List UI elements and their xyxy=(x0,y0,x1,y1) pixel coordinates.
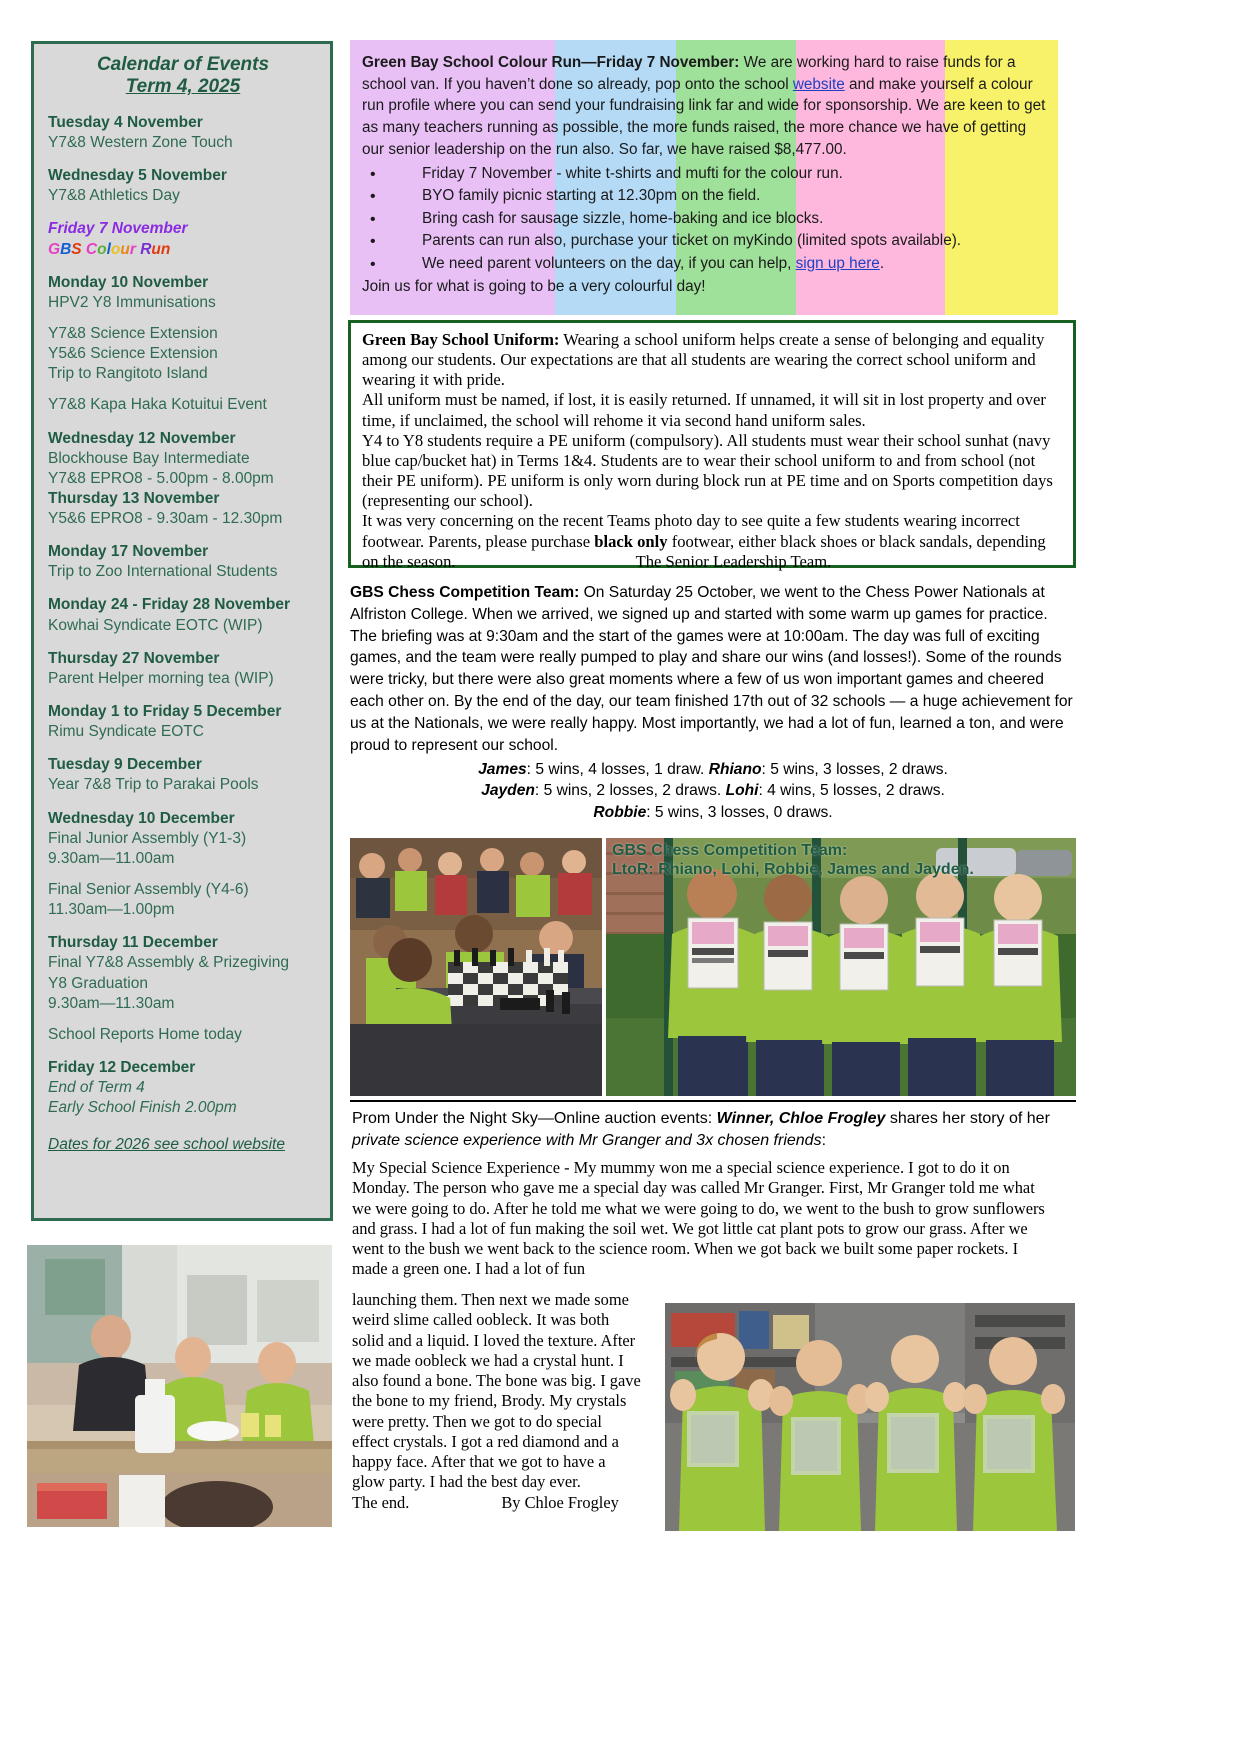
colour-run-body-2: and make yourself a colour run profile where you can send your fundraising link far and wide for sponsorship. We are keen to get as many teachers running as possible, the more funds raised, the more chance we have of getting our senior leadership on the run also. So far, we have raised $8,477.00. xyxy=(362,75,1046,158)
calendar-title-line2: Term 4, 2025 xyxy=(125,76,241,98)
science-story-end xyxy=(352,1493,642,1513)
school-website-link[interactable]: website xyxy=(792,75,845,93)
calendar-entry-item: 11.30am—1.00pm xyxy=(48,901,175,919)
school-uniform-panel xyxy=(348,320,1076,571)
calendar-entry-item: 9.30am—11.30am xyxy=(48,994,175,1012)
chess-result-row xyxy=(350,759,1076,781)
prom-winner-name: Winner, Chloe Frogley xyxy=(716,1110,886,1127)
calendar-entry-item: Y5&6 EPRO8 - 9.30am - 12.30pm xyxy=(48,510,283,528)
chess-player-name: Robbie xyxy=(593,804,647,822)
sign-up-here-link[interactable]: sign up here xyxy=(795,255,880,273)
uniform-para-4c: , either black shoes or black sandals, depending on the season. xyxy=(362,531,1046,571)
chess-player-result: : 4 wins, 5 losses, 2 draws. xyxy=(758,782,945,800)
photo-science-left-illustration xyxy=(27,1245,332,1527)
calendar-entry-item: Final Y7&8 Assembly & Prizegiving xyxy=(48,954,289,972)
calendar-entry xyxy=(48,933,318,1045)
uniform-heading: Green Bay School Uniform: xyxy=(362,330,560,349)
uniform-black-only-emphasis: black only xyxy=(594,531,668,551)
calendar-entry-date: Thursday 11 December xyxy=(48,934,218,952)
calendar-entry-date: Thursday 27 November xyxy=(48,649,220,667)
calendar-entry-item: Kowhai Syndicate EOTC (WIP) xyxy=(48,616,263,634)
prom-lead-text: Prom Under the Night Sky—Online auction events: xyxy=(352,1110,717,1127)
section-divider-rule xyxy=(350,1100,1076,1102)
colour-run-bullet: • BYO family picnic starting at 12.30pm on the field. xyxy=(362,185,1046,208)
calendar-entry-item: Y7&8 Athletics Day xyxy=(48,187,180,205)
chess-results-list xyxy=(350,759,1076,824)
calendar-entry xyxy=(48,113,318,153)
calendar-subgroup xyxy=(48,324,318,384)
photo-students-with-slime-bags xyxy=(665,1303,1075,1531)
calendar-entry xyxy=(48,702,318,742)
calendar-entry xyxy=(48,755,318,795)
colour-run-bullet-text: We need parent volunteers on the day, if you can help, xyxy=(422,255,796,273)
prom-experience-detail: private science experience with Mr Granger and 3x chosen friends xyxy=(352,1132,822,1150)
calendar-entry-date: Friday 7 November xyxy=(48,220,188,238)
colour-run-bullet-list xyxy=(362,163,1046,276)
calendar-subgroup xyxy=(48,880,318,920)
colour-run-bullet: • Friday 7 November - white t-shirts and mufti for the colour run. xyxy=(362,163,1046,186)
colour-run-closing: Join us for what is going to be a very colourful day! xyxy=(362,277,706,295)
uniform-para-4a: It was very concerning on the recent Teams photo day to see quite a few students wearing incorrect footwear. Parents, please purchase xyxy=(362,511,1020,551)
chess-result-row xyxy=(350,780,1076,802)
calendar-entry-item: Rimu Syndicate EOTC xyxy=(48,723,204,741)
calendar-entry-item: Y7&8 Kapa Haka Kotuitui Event xyxy=(48,396,267,414)
calendar-entry-item: End of Term 4 xyxy=(48,1079,145,1097)
calendar-entry-item: Trip to Rangitoto Island xyxy=(48,365,208,383)
chess-player-name: Jayden xyxy=(481,782,535,800)
chess-photo-row xyxy=(350,838,1076,1096)
photo-chess-hall-illustration xyxy=(350,838,602,1096)
calendar-entry-item: Final Senior Assembly (Y4-6) xyxy=(48,881,249,899)
calendar-entry-date: Monday 10 November xyxy=(48,273,209,291)
calendar-entry xyxy=(48,429,318,530)
chess-player-result: : 5 wins, 4 losses, 1 draw. xyxy=(526,760,709,778)
gbs-colour-run-label: GBS Colour Run xyxy=(48,240,171,258)
calendar-entry xyxy=(48,273,318,416)
calendar-entry-item: Trip to Zoo International Students xyxy=(48,563,278,581)
colour-run-text xyxy=(350,40,1058,303)
calendar-entry-date: Thursday 13 November xyxy=(48,489,220,507)
calendar-entry-item: Y7&8 EPRO8 - 5.00pm - 8.00pm xyxy=(48,469,274,487)
chess-body-text: On Saturday 25 October, we went to the Chess Power Nationals at Alfriston College. When we arrived, we signed up and started with some warm up games for practice. The briefing was at 9:30am and the start of the games were at 10:00am. The day was full of exciting games, and the team were really pumped to play and share our wins (and losses!). Some of the rounds were tricky, but there were also great moments where a few of us won important games and cheered each other on. By the end of the day, our team finished 17th out of 32 schools — a huge achievement for us at the Nationals, we were really happy. Most importantly, we had a lot of fun, learned a ton, and were proud to represent our school. xyxy=(350,584,1073,754)
chess-player-result: : 5 wins, 2 losses, 2 draws. xyxy=(534,782,726,800)
calendar-title xyxy=(48,54,318,99)
photo-science-experiment-table xyxy=(27,1245,332,1527)
calendar-entry-colour-run xyxy=(48,219,318,259)
calendar-entry-date: Tuesday 4 November xyxy=(48,113,203,131)
calendar-entry-item: Early School Finish 2.00pm xyxy=(48,1099,237,1117)
calendar-subgroup xyxy=(48,395,318,415)
calendar-entry-date: Wednesday 10 December xyxy=(48,809,235,827)
science-story-wide-text: My Special Science Experience - My mummy won me a special science experience. I got to do it on Monday. The person who gave me a special day was called Mr Granger. First, Mr Granger told me what we were going to do. After he told me what we were going to do, we went to the bush to grow sunflowers and grass. I had a lot of fun making the soil wet. We got little cat plant pots to grow our grass. After we went to the bush we went back to the science room. When we got back we built some paper rockets. I made a green one. I had a lot of fun xyxy=(352,1158,1045,1279)
science-story-end-line: The end. xyxy=(352,1492,410,1512)
calendar-entry-item: Y8 Graduation xyxy=(48,974,148,992)
chess-result-row xyxy=(350,802,1076,824)
calendar-entry-date: Monday 24 - Friday 28 November xyxy=(48,596,291,614)
colour-run-bullet-signup xyxy=(362,253,1046,276)
calendar-entry-date: Friday 12 December xyxy=(48,1059,196,1077)
calendar-entry-date: Wednesday 5 November xyxy=(48,167,227,185)
calendar-entry-date: Monday 1 to Friday 5 December xyxy=(48,703,282,721)
calendar-entry-date: Monday 17 November xyxy=(48,543,209,561)
science-story-narrow-column xyxy=(352,1290,642,1513)
calendar-entry-item: Y5&6 Science Extension xyxy=(48,345,218,363)
uniform-para-4b: footwear xyxy=(667,531,731,551)
uniform-signoff: The Senior Leadership Team. xyxy=(635,551,832,571)
calendar-entry-item: School Reports Home today xyxy=(48,1025,242,1043)
calendar-entry-item: Year 7&8 Trip to Parakai Pools xyxy=(48,776,259,794)
colour-run-bullet: • Bring cash for sausage sizzle, home-baking and ice blocks. xyxy=(362,208,1046,231)
calendar-entry-item: Y7&8 Western Zone Touch xyxy=(48,133,233,151)
calendar-of-events-panel xyxy=(31,41,333,1221)
chess-article xyxy=(350,582,1076,824)
science-story-byline: By Chloe Frogley xyxy=(501,1492,619,1512)
uniform-para-1: Wearing a school uniform helps create a sense of belonging and equality among our students. Our expectations are that all students are wearing the correct school uniform and wearing it with pride. xyxy=(362,330,1045,390)
calendar-entry xyxy=(48,542,318,582)
calendar-entry-item: 9.30am—11.00am xyxy=(48,849,175,867)
calendar-entry-item: Final Junior Assembly (Y1-3) xyxy=(48,829,247,847)
colour-run-body-1: We are working hard to raise funds for a school van. If you haven’t done so already, pop onto the school xyxy=(362,54,1016,93)
prom-tail: : xyxy=(821,1132,827,1150)
calendar-list xyxy=(48,113,318,1155)
calendar-entry-item: Y7&8 Science Extension xyxy=(48,324,218,342)
photo-chess-team-with-certificates xyxy=(606,838,1076,1096)
chess-article-body xyxy=(350,582,1076,757)
photo-slime-illustration xyxy=(665,1303,1075,1531)
science-story-narrow-text: launching them. Then next we made some weird slime called oobleck. It was both solid and a liquid. I loved the texture. After we made oobleck we had a crystal hunt. I also found a bone. The bone was big. I gave the bone to my friend, Brody. My crystals were pretty. Then we got to do special effect crystals. I got a red diamond and a happy face. After that we got to have a glow party. I had the best day ever. xyxy=(352,1290,641,1492)
photo-chess-tournament-hall xyxy=(350,838,602,1096)
chess-player-name: Rhiano xyxy=(708,760,762,778)
calendar-entry-item: HPV2 Y8 Immunisations xyxy=(48,293,216,311)
dates-2026-link[interactable]: Dates for 2026 see school website xyxy=(48,1136,285,1154)
calendar-entry-date: Wednesday 12 November xyxy=(48,429,236,447)
uniform-para-3: Y4 to Y8 students require a PE uniform (compulsory). All students must wear their school sunhat (navy blue cap/bucket hat) in Terms 1&4. Students are to wear their school uniform to and from school (not their PE uniform). PE uniform is only worn during block run at PE time and on Sports competition days (representing our school). xyxy=(362,430,1053,511)
calendar-subgroup xyxy=(48,1025,318,1045)
calendar-entry xyxy=(48,649,318,689)
colour-run-bullet-tail: . xyxy=(879,255,885,273)
calendar-entry xyxy=(48,166,318,206)
chess-player-name: Lohi xyxy=(725,782,759,800)
calendar-entry-item: Blockhouse Bay Intermediate xyxy=(48,449,250,467)
chess-player-name: James xyxy=(478,760,527,778)
prom-auction-heading xyxy=(352,1108,1074,1152)
chess-player-result: : 5 wins, 3 losses, 2 draws. xyxy=(761,760,948,778)
chess-caption-line2: LtoR: Rhiano, Lohi, Robbie, James and Jayden. xyxy=(612,860,974,878)
chess-heading: GBS Chess Competition Team: xyxy=(350,584,580,601)
calendar-title-line1: Calendar of Events xyxy=(96,54,270,75)
colour-run-bullet: • Parents can run also, purchase your ticket on myKindo (limited spots available). xyxy=(362,230,1046,253)
prom-mid-text: shares her story of her xyxy=(885,1110,1050,1127)
calendar-entry xyxy=(48,595,318,635)
chess-photo-caption xyxy=(612,842,974,880)
calendar-entry xyxy=(48,809,318,921)
calendar-entry-item: Parent Helper morning tea (WIP) xyxy=(48,669,274,687)
chess-caption-line1: GBS Chess Competition Team: xyxy=(612,842,848,859)
chess-player-result: : 5 wins, 3 losses, 0 draws. xyxy=(646,804,833,822)
colour-run-announcement xyxy=(350,40,1058,315)
calendar-entry-final xyxy=(48,1058,318,1118)
calendar-entry-date: Tuesday 9 December xyxy=(48,756,202,774)
uniform-para-2: All uniform must be named, if lost, it is easily returned. If unnamed, it will sit in lost property and over time, if unclaimed, the school will rehome it via second hand uniform sales. xyxy=(362,390,1046,430)
colour-run-heading: Green Bay School Colour Run—Friday 7 November: xyxy=(362,54,740,71)
